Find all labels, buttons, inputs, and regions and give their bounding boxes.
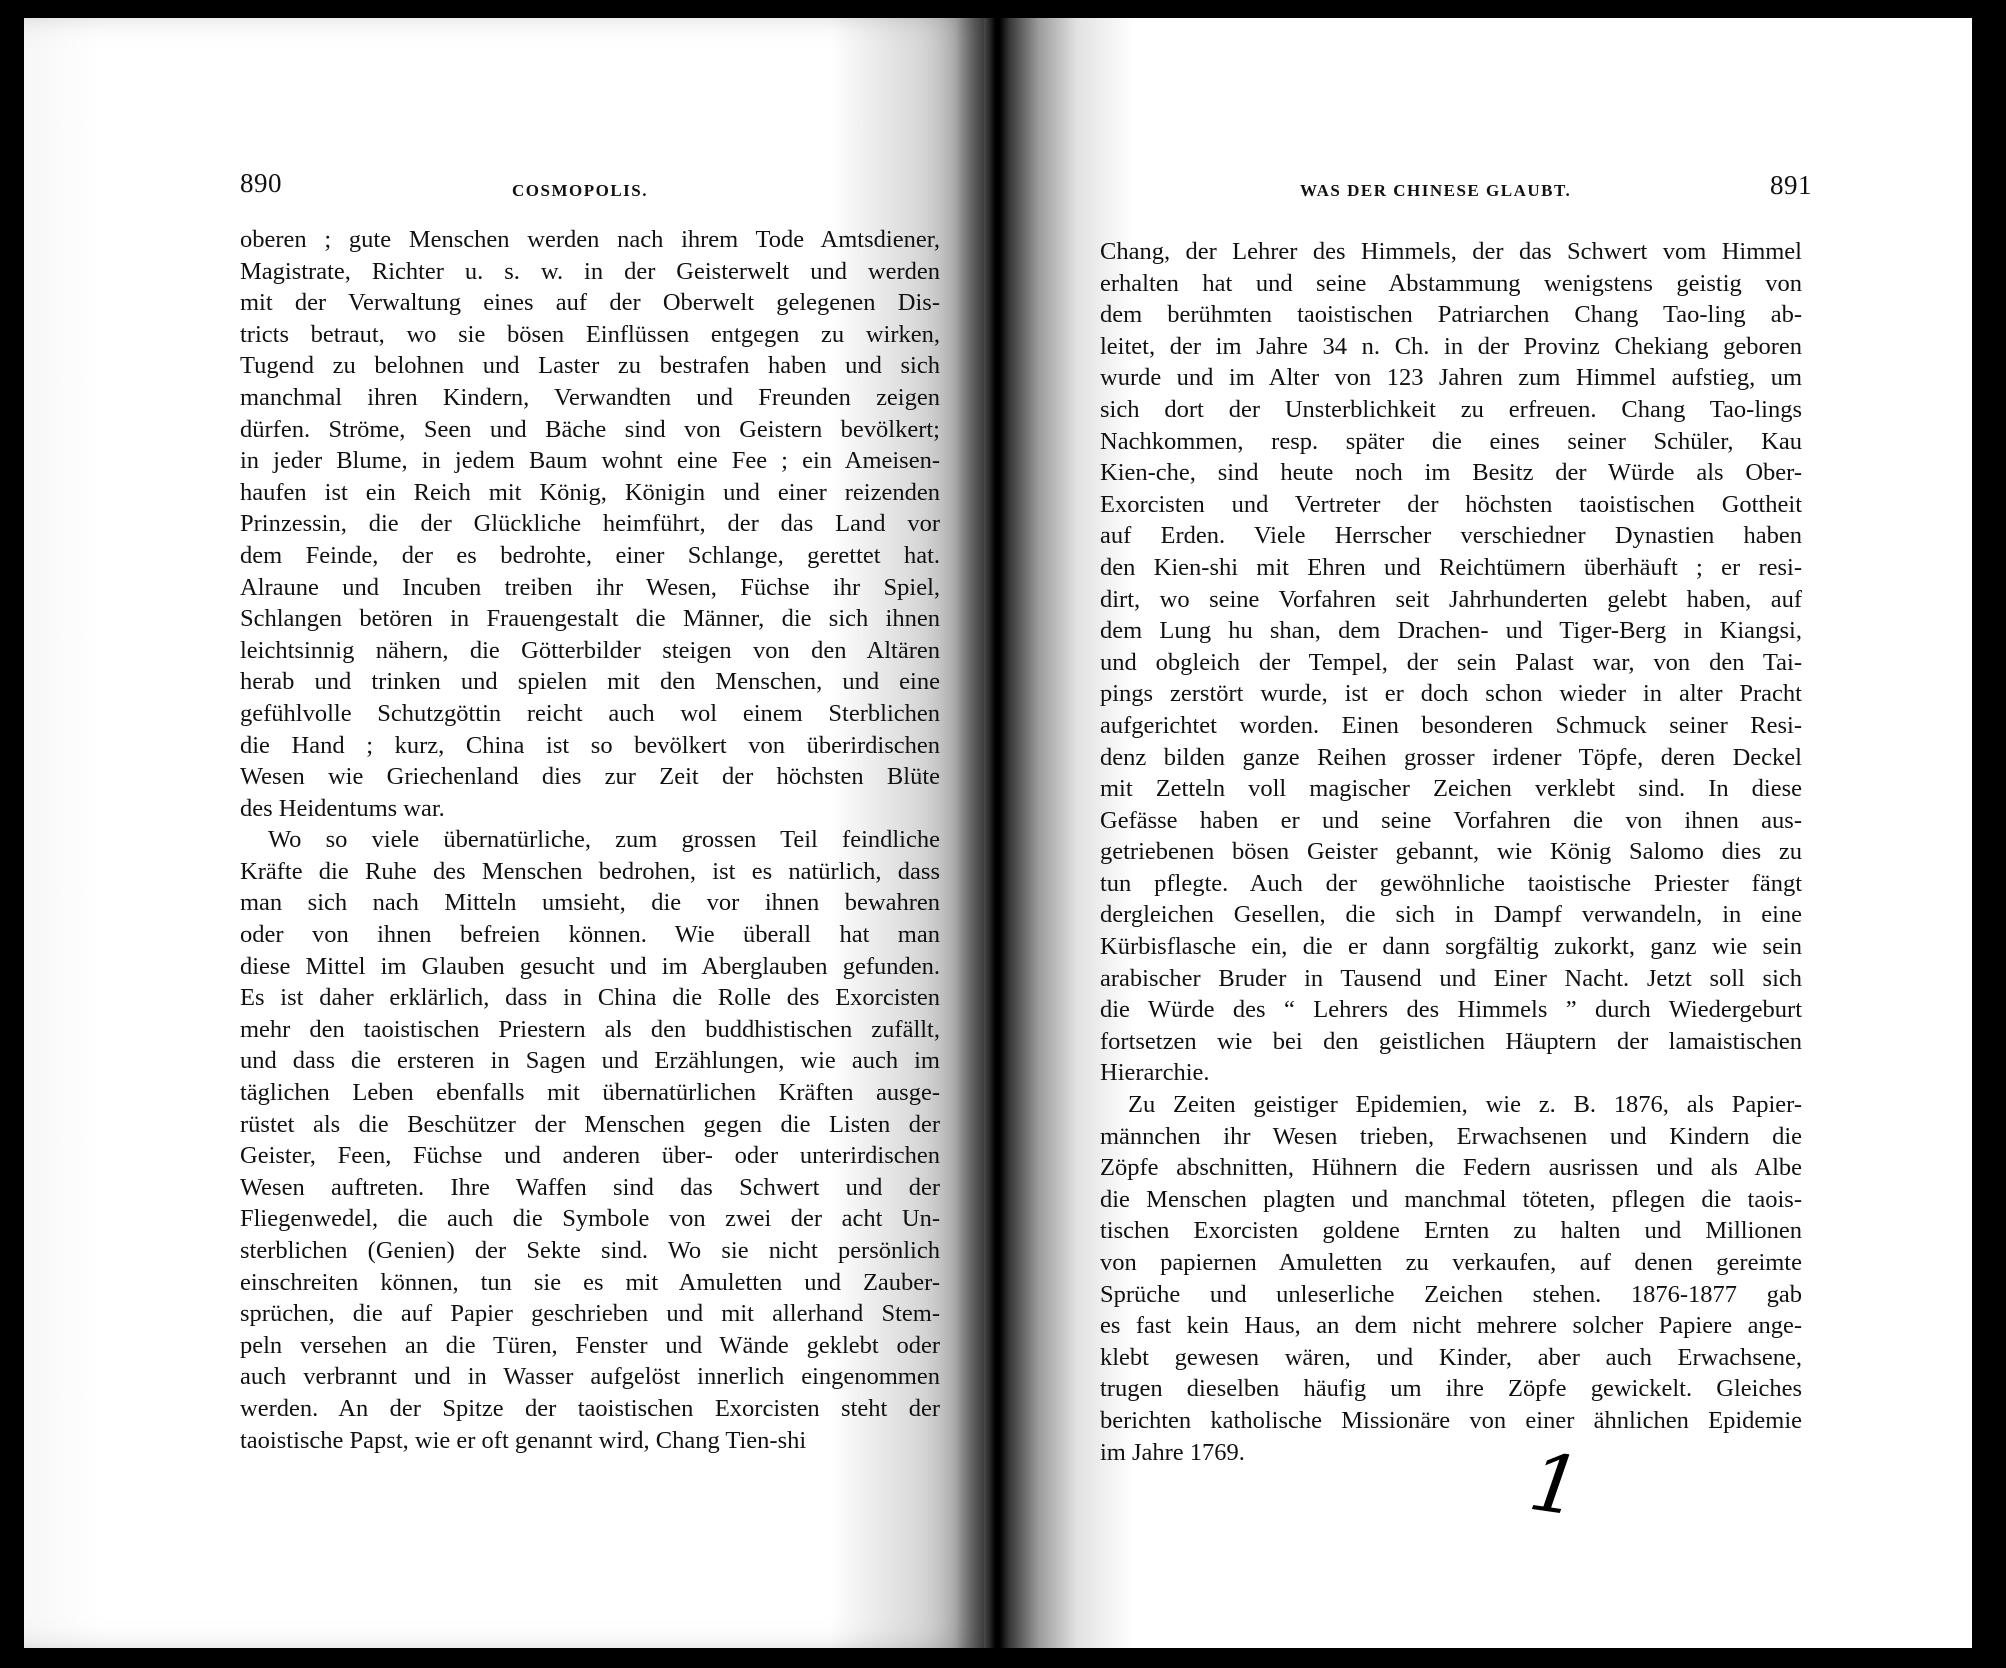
text-line: tricts betraut, wo sie bösen Einflüssen entgegen zu wirken, xyxy=(240,320,940,348)
text-line: des Heidentums war. xyxy=(240,794,445,822)
text-line: Schlangen betören in Frauengestalt die Männer, die sich ihnen xyxy=(240,605,940,633)
left-running-head: COSMOPOLIS. xyxy=(512,181,648,200)
text-line: arabischer Bruder in Tausend und Einer Nacht. Jetzt soll sich xyxy=(1100,964,1802,992)
text-line: Magistrate, Richter u. s. w. in der Geisterwelt und werden xyxy=(240,257,940,285)
text-line: Geister, Feen, Füchse und anderen über- oder unterirdischen xyxy=(240,1142,940,1170)
right-page-number: 891 xyxy=(1770,170,1812,200)
text-line: aufgerichtet worden. Einen besonderen Schmuck seiner Resi- xyxy=(1100,711,1802,739)
text-line: sich dort der Unsterblichkeit zu erfreuen. Chang Tao-lings xyxy=(1100,395,1802,423)
left-page-number: 890 xyxy=(240,168,282,198)
text-line: und dass die ersteren in Sagen und Erzählungen, wie auch im xyxy=(240,1047,940,1075)
text-line: werden. An der Spitze der taoistischen Exorcisten steht der xyxy=(240,1394,940,1422)
text-line: männchen ihr Wesen trieben, Erwachsenen und Kindern die xyxy=(1100,1122,1802,1150)
text-line: gefühlvolle Schutzgöttin reicht auch wol einem Sterblichen xyxy=(240,699,940,727)
text-line: von papiernen Amuletten zu verkaufen, auf denen gereimte xyxy=(1100,1249,1802,1276)
text-line: die Hand ; kurz, China ist so bevölkert von überirdischen xyxy=(240,731,940,759)
text-line: Es ist daher erklärlich, dass in China die Rolle des Exorcisten xyxy=(240,984,940,1012)
text-line: die Menschen plagten und manchmal töteten, pflegen die taois- xyxy=(1100,1185,1802,1213)
handwritten-margin-mark: 1 xyxy=(1523,1434,1588,1535)
text-line: Exorcisten und Vertreter der höchsten taoistischen Gottheit xyxy=(1100,490,1802,518)
text-line: denz bilden ganze Reihen grosser irdener Töpfe, deren Deckel xyxy=(1100,743,1802,771)
text-line: es fast kein Haus, an dem nicht mehrere solcher Papiere ange- xyxy=(1100,1312,1802,1340)
text-line: sterblichen (Genien) der Sekte sind. Wo sie nicht persönlich xyxy=(240,1237,940,1264)
text-line: erhalten hat und seine Abstammung wenigstens geistig von xyxy=(1100,269,1802,297)
text-line: Zöpfe abschnitten, Hühnern die Federn ausrissen und als Albe xyxy=(1100,1154,1802,1182)
text-line: man sich nach Mitteln umsieht, die vor ihnen bewahren xyxy=(240,889,940,917)
text-line: Hierarchie. xyxy=(1100,1059,1210,1087)
right-running-head: WAS DER CHINESE GLAUBT. xyxy=(1300,181,1572,200)
text-line: dergleichen Gesellen, die sich in Dampf verwandeln, in eine xyxy=(1100,901,1802,929)
text-line: einschreiten können, tun sie es mit Amuletten und Zauber- xyxy=(240,1268,940,1296)
text-line: Prinzessin, die der Glückliche heimführt, der das Land vor xyxy=(240,510,940,538)
text-line: oder von ihnen befreien können. Wie überall hat man xyxy=(240,921,940,949)
text-line: dem berühmten taoistischen Patriarchen Chang Tao-ling ab- xyxy=(1100,301,1802,329)
text-line: mit Zetteln voll magischer Zeichen verklebt sind. In diese xyxy=(1100,775,1802,803)
text-line: haufen ist ein Reich mit König, Königin und einer reizenden xyxy=(240,478,940,506)
text-line: Kien-che, sind heute noch im Besitz der Würde als Ober- xyxy=(1100,459,1802,487)
text-line: Kürbisflasche ein, die er dann sorgfältig zukorkt, ganz wie sein xyxy=(1100,933,1802,961)
text-line: getriebenen bösen Geister gebannt, wie König Salomo dies zu xyxy=(1100,838,1802,866)
text-line: mehr den taoistischen Priestern als den buddhistischen zufällt, xyxy=(240,1015,940,1043)
text-line: täglichen Leben ebenfalls mit übernatürlichen Kräften ausge- xyxy=(240,1079,940,1107)
text-line: tischen Exorcisten goldene Ernten zu halten und Millionen xyxy=(1100,1217,1802,1245)
left-body-text xyxy=(240,224,940,1456)
text-line: und obgleich der Tempel, der sein Palast war, von den Tai- xyxy=(1100,648,1802,676)
text-line: taoistische Papst, wie er oft genannt wird, Chang Tien-shi xyxy=(240,1426,807,1454)
text-line: Wesen auftreten. Ihre Waffen sind das Schwert und der xyxy=(240,1173,940,1201)
text-line: Zu Zeiten geistiger Epidemien, wie z. B. 1876, als Papier- xyxy=(1128,1091,1802,1119)
left-page xyxy=(24,18,984,1648)
text-line: diese Mittel im Glauben gesucht und im Aberglauben gefunden. xyxy=(240,952,940,980)
text-line: dem Lung hu shan, dem Drachen- und Tiger-Berg in Kiangsi, xyxy=(1100,617,1802,645)
text-line: Kräfte die Ruhe des Menschen bedrohen, ist es natürlich, dass xyxy=(240,857,940,885)
right-body-text xyxy=(1100,236,1802,1468)
text-line: Fliegenwedel, die auch die Symbole von zwei der acht Un- xyxy=(240,1205,940,1233)
text-line: pings zerstört wurde, ist er doch schon wieder in alter Pracht xyxy=(1100,680,1802,708)
text-line: dem Feinde, der es bedrohte, einer Schlange, gerettet hat. xyxy=(240,541,940,569)
text-line: die Würde des “ Lehrers des Himmels ” durch Wiedergeburt xyxy=(1100,996,1802,1024)
right-page xyxy=(1010,18,1972,1648)
text-line: leichtsinnig nähern, die Götterbilder steigen von den Altären xyxy=(240,636,940,664)
text-line: klebt gewesen wären, und Kinder, aber auch Erwachsene, xyxy=(1100,1343,1802,1371)
text-line: mit der Verwaltung eines auf der Oberwelt gelegenen Dis- xyxy=(240,289,940,317)
text-line: dürfen. Ströme, Seen und Bäche sind von Geistern bevölkert; xyxy=(240,415,940,443)
text-line: wurde und im Alter von 123 Jahren zum Himmel aufstieg, um xyxy=(1100,364,1802,392)
text-line: auch verbrannt und in Wasser aufgelöst innerlich eingenommen xyxy=(240,1363,940,1391)
text-line: oberen ; gute Menschen werden nach ihrem Tode Amtsdiener, xyxy=(240,226,940,253)
text-line: in jeder Blume, in jedem Baum wohnt eine Fee ; ein Ameisen- xyxy=(240,447,940,475)
text-line: Wo so viele übernatürliche, zum grossen Teil feindliche xyxy=(268,826,940,854)
text-line: sprüchen, die auf Papier geschrieben und mit allerhand Stem- xyxy=(240,1300,940,1328)
text-line: Tugend zu belohnen und Laster zu bestrafen haben und sich xyxy=(240,352,940,380)
text-line: dirt, wo seine Vorfahren seit Jahrhunderten gelebt haben, auf xyxy=(1100,585,1802,613)
book-gutter xyxy=(984,18,1010,1648)
text-line: Nachkommen, resp. später die eines seiner Schüler, Kau xyxy=(1100,427,1802,455)
text-line: Alraune und Incuben treiben ihr Wesen, Füchse ihr Spiel, xyxy=(240,573,940,601)
text-line: tun pflegte. Auch der gewöhnliche taoistische Priester fängt xyxy=(1100,869,1802,897)
text-line: auf Erden. Viele Herrscher verschiedner Dynastien haben xyxy=(1100,522,1802,550)
text-line: herab und trinken und spielen mit den Menschen, und eine xyxy=(240,668,940,696)
text-line: rüstet als die Beschützer der Menschen gegen die Listen der xyxy=(240,1110,940,1138)
text-line: peln versehen an die Türen, Fenster und Wände geklebt oder xyxy=(240,1331,940,1359)
text-line: berichten katholische Missionäre von einer ähnlichen Epidemie xyxy=(1100,1406,1802,1434)
text-line: trugen dieselben häufig um ihre Zöpfe gewickelt. Gleiches xyxy=(1100,1375,1802,1403)
text-line: manchmal ihren Kindern, Verwandten und Freunden zeigen xyxy=(240,383,940,411)
text-line: leitet, der im Jahre 34 n. Ch. in der Provinz Chekiang geboren xyxy=(1100,332,1802,360)
text-line: Wesen wie Griechenland dies zur Zeit der höchsten Blüte xyxy=(240,763,940,791)
text-line: den Kien-shi mit Ehren und Reichtümern überhäuft ; er resi- xyxy=(1100,553,1802,581)
text-line: Gefässe haben er und seine Vorfahren die von ihnen aus- xyxy=(1100,806,1802,834)
text-line: fortsetzen wie bei den geistlichen Häuptern der lamaistischen xyxy=(1100,1027,1802,1055)
text-line: im Jahre 1769. xyxy=(1100,1438,1245,1466)
text-line: Sprüche und unleserliche Zeichen stehen. 1876-1877 gab xyxy=(1100,1280,1802,1308)
text-line: Chang, der Lehrer des Himmels, der das Schwert vom Himmel xyxy=(1100,238,1802,265)
